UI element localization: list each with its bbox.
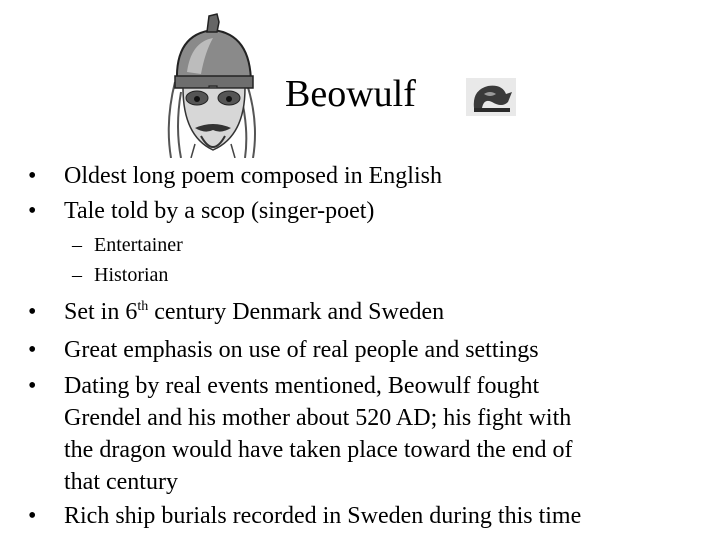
slide-title: Beowulf	[285, 73, 416, 115]
sub-list-item	[72, 262, 672, 288]
sub-bullet-marker: –	[72, 234, 82, 256]
sub-bullet-text: Historian	[94, 264, 169, 286]
bullet-text: Rich ship burials recorded in Sweden during this time	[64, 503, 582, 529]
bullet-marker: •	[28, 299, 37, 325]
sub-bullet-marker: –	[72, 264, 82, 286]
list-item	[28, 334, 708, 366]
list-item	[28, 160, 708, 192]
list-item	[28, 370, 708, 498]
bullet-text: Set in 6th century Denmark and Sweden	[64, 299, 445, 325]
bullet-text: Great emphasis on use of real people and settings	[64, 337, 539, 363]
bullet-marker: •	[28, 163, 37, 189]
bullet-text: Tale told by a scop (singer-poet)	[64, 198, 375, 224]
list-item	[28, 296, 708, 328]
list-item	[28, 500, 708, 532]
list-item	[28, 195, 708, 227]
bullet-marker: •	[28, 373, 37, 399]
decorative-emblem-icon	[466, 78, 516, 116]
sub-bullet-text: Entertainer	[94, 234, 183, 256]
bullet-marker: •	[28, 503, 37, 529]
superscript: th	[137, 299, 149, 314]
bullet-text-line: the dragon would have taken place toward the end of	[64, 437, 573, 463]
bullet-marker: •	[28, 198, 37, 224]
bullet-text-line: Dating by real events mentioned, Beowulf fought	[64, 373, 540, 399]
bullet-marker: •	[28, 337, 37, 363]
bullet-text: Oldest long poem composed in English	[64, 163, 442, 189]
bullet-text-line: Grendel and his mother about 520 AD; his fight with	[64, 405, 572, 431]
bullet-text-line: that century	[64, 469, 178, 495]
helmet-portrait-image	[161, 12, 265, 158]
sub-list-item	[72, 232, 672, 258]
